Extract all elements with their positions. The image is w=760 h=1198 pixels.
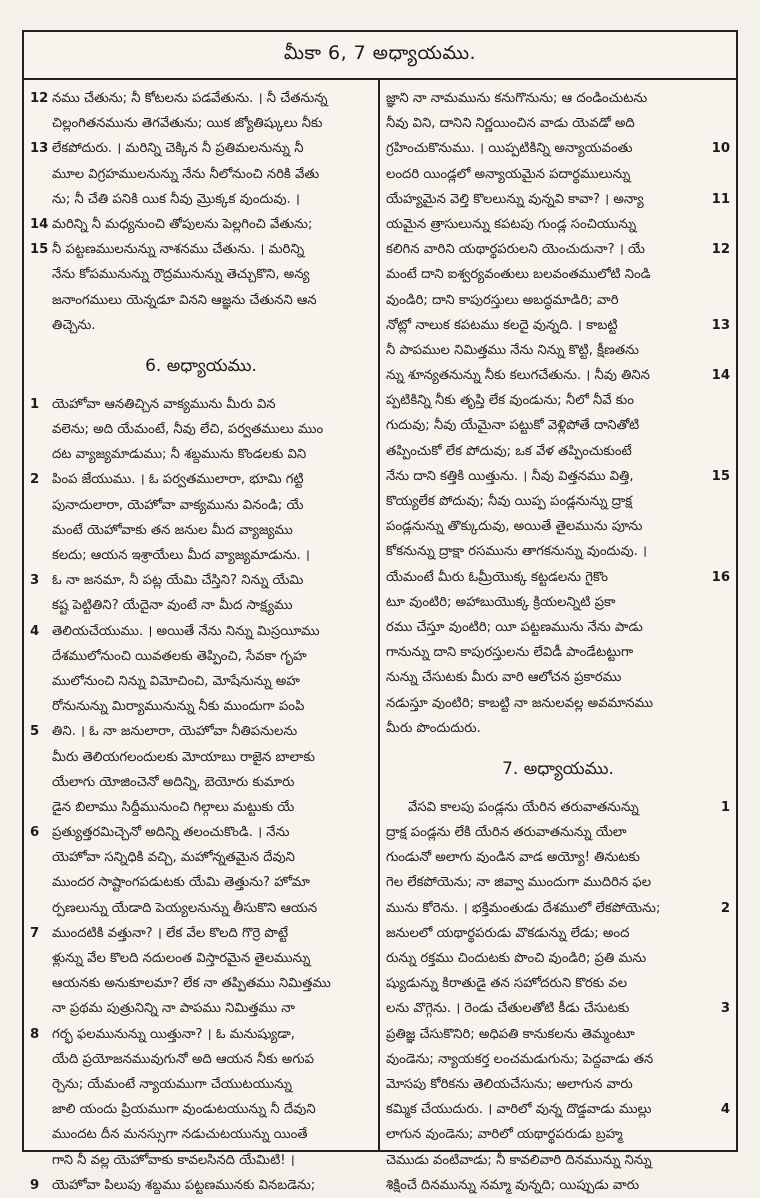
line-text: కోకనున్ను ద్రాక్షా రసమును తాగకనున్ను వుందువు. । — [386, 544, 647, 560]
line-text: వుండెను; న్యాయకర్త లంచమడుగును; పెద్దవాడు తన — [386, 1051, 654, 1067]
verse-number: 15 — [711, 468, 730, 484]
text-line — [386, 363, 730, 388]
line-text: పింప జేయుము. । ఓ పర్వతములారా, భూమి గట్టి — [52, 472, 304, 488]
text-line — [386, 288, 730, 313]
text-line — [386, 136, 730, 161]
line-text: మోసపు కోరికను తెలియచేసును; అలాగున వారు — [386, 1076, 633, 1092]
line-text: న్ను శూన్యతనున్ను నీకు కలుగచేతును. । నీవు తినిన — [386, 368, 650, 384]
text-line — [30, 212, 372, 237]
line-text: కష్ట పెట్టితిని? యేదైనా వుంటే నా మీద సాక్ష్యము — [52, 598, 293, 614]
line-text: ప్రతిజ్ఞ చేసుకొనిరి; అధిపతి కానుకలను తెమ్మంటూ — [386, 1026, 635, 1042]
line-text: యెహోవా పిలుపు శబ్దము పట్టణమునకు వినబడెను; — [52, 1177, 316, 1193]
text-line — [386, 539, 730, 564]
text-line — [386, 111, 730, 136]
text-line — [30, 1097, 372, 1122]
line-text: లేకపోదురు. । మరిన్ని చెక్కిన నీ ప్రతిమలనున్ను నీ — [52, 141, 304, 157]
text-line — [386, 946, 730, 971]
line-text: మీరు పొందుదురు. — [386, 720, 481, 736]
verse-number: 15 — [30, 242, 49, 258]
verse-number: 12 — [711, 242, 730, 258]
line-text: యెహోవా సన్నిధికి వచ్చి, మహోన్నతమైన దేవుని — [52, 850, 295, 866]
line-text: పండ్లనున్ను తొక్కుదువు, అయితే తైలమును పూను — [386, 519, 643, 535]
line-text: యమైన త్రాసులున్ను కపటపు గుండ్ల సంచియున్ను — [386, 216, 637, 232]
line-text: యెహోవా ఆనతిచ్చిన వాక్యమును మీరు విన — [52, 396, 276, 412]
text-line — [386, 489, 730, 514]
text-line — [30, 1022, 372, 1047]
verse-number: 3 — [30, 573, 40, 589]
line-text: చిల్లంగితనమును తెగవేతును; యిక జ్యోతిష్కులు నీకు — [52, 116, 323, 132]
text-line — [30, 187, 372, 212]
text-line — [30, 568, 372, 593]
line-text: నీవు విని, దానిని నిర్ణయించిన వాడు యెవడో అది — [386, 116, 635, 132]
line-text: నేను కోపమునున్ను రౌద్రమునున్ను తెచ్చుకొని, అన్య — [52, 267, 310, 283]
line-text: కొయ్యలేక పోదువు; నీవు యిప్ప పండ్లనున్ను ద్రాక్ష — [386, 494, 633, 509]
line-text: నడుస్తూ వుంటిరి; కాబట్టి నా జనులవల్ల అవమానము — [386, 695, 654, 711]
verse-number: 13 — [711, 317, 730, 333]
line-text: వుండిరి; దాని కాపురస్తులు అబద్ధమాడిరి; వారి — [386, 292, 619, 308]
line-text: రున్ను రక్తము చిందుటకు పొంచి వుండిరి; ప్రతి మను — [386, 951, 647, 966]
text-line — [30, 313, 372, 338]
text-line — [386, 640, 730, 665]
right-column — [380, 80, 736, 1193]
text-line — [30, 86, 372, 111]
line-text: మును కోరెను. । భక్తిమంతుడు దేశములో లేకపోయెను; — [386, 900, 661, 916]
text-line — [30, 1072, 372, 1097]
text-line — [30, 392, 372, 417]
line-text: ర్పణలున్ను యేడాది పెయ్యలనున్ను తీసుకొని ఆయన — [52, 900, 318, 916]
line-text: మంటే యెహోవాకు తన జనుల మీద వ్యాజ్యము — [52, 522, 293, 538]
text-line — [30, 1122, 372, 1147]
text-line — [30, 870, 372, 895]
text-line — [386, 162, 730, 187]
text-line — [30, 593, 372, 618]
line-text: ప్పటికిన్ని నీకు తృప్తి లేక వుండును; నీలో నీవే కుం — [386, 393, 634, 409]
text-line — [30, 288, 372, 313]
line-text: ర్చెను; యేమంటే న్యాయముగా చేయుటయున్ను — [52, 1076, 292, 1092]
page-header — [24, 32, 736, 80]
line-text: ళ్లున్ను వేల కొలది నదులంత విస్తారమైన తైలమున్ను — [52, 951, 311, 966]
verse-number: 4 — [720, 1102, 730, 1118]
text-line — [386, 413, 730, 438]
text-line — [30, 417, 372, 442]
verse-number: 14 — [30, 216, 49, 232]
verse-number: 3 — [720, 1001, 730, 1017]
text-line — [386, 439, 730, 464]
verse-number: 1 — [30, 396, 40, 412]
line-text: జాలి యందు ప్రియముగా వుండుటయున్ను నీ దేవుని — [52, 1102, 316, 1118]
line-text: ఓ నా జనమా, నీ పట్ల యేమి చేస్తిని? నిన్ను యేమి — [52, 573, 304, 589]
text-line — [386, 921, 730, 946]
text-line — [386, 691, 730, 716]
line-text: ఆయనకు అనుకూలమా? లేక నా తప్పితము నిమిత్తము — [52, 976, 331, 992]
text-line — [386, 665, 730, 690]
text-line — [386, 820, 730, 845]
text-line — [30, 896, 372, 921]
line-text: రోనునున్ను మిర్యామునున్ను నీకు ముందుగా పంపి — [52, 699, 305, 715]
line-text: డైన బిలాము సిద్దీమునుంచి గిల్గాలు మట్టుకు యే — [52, 799, 295, 815]
text-line — [30, 694, 372, 719]
line-text: చెముడు వంటివాడు; నీ కావలివారి దినమున్ను నిన్ను — [386, 1152, 652, 1168]
line-text: లాగున వుండెను; వారిలో యథార్థపరుడు బ్రహ్మ — [386, 1127, 623, 1143]
text-line — [386, 313, 730, 338]
line-text: మూల విగ్రహములనున్ను నేను నీలోనుంచి నరికి వేతు — [52, 166, 320, 182]
line-text: నీ పట్టణములనున్ను నాశనము చేతును. । మరిన్ని — [52, 242, 305, 258]
text-line — [30, 1148, 372, 1173]
chapter-6-heading: 6. అధ్యాయము. — [145, 355, 257, 376]
text-line — [30, 845, 372, 870]
text-line — [30, 770, 372, 795]
text-line — [30, 237, 372, 262]
text-line — [30, 162, 372, 187]
line-text: మరిన్ని నీ మధ్యనుంచి తోపులను పెల్లగించి వేతును; — [52, 216, 313, 232]
text-columns — [24, 80, 736, 1193]
text-line — [30, 442, 372, 467]
text-line — [386, 1097, 730, 1122]
chapter-7-heading: 7. అధ్యాయము. — [502, 758, 614, 779]
line-text: మంటే దాని ఐశ్వర్యవంతులు బలవంతములోటి నిండి — [386, 267, 651, 283]
text-line — [386, 1047, 730, 1072]
text-line — [30, 1173, 372, 1198]
text-line — [30, 719, 372, 744]
text-line — [386, 86, 730, 111]
line-text: మీరు తెలియగలందులకు మోయాబు రాజైన బాలాకు — [52, 749, 315, 765]
verse-number: 13 — [30, 141, 49, 157]
verse-number: 11 — [711, 191, 730, 207]
line-text: గానున్ను దాని కాపురస్తులను లేవిడీ పాండేటట్టుగా — [386, 645, 634, 661]
text-line — [386, 212, 730, 237]
text-line — [30, 996, 372, 1021]
line-text: ష్యుడున్ను కిరాతుడై తన సహోదరుని కొరకు వల — [386, 976, 628, 992]
page-title: మీకా 6, 7 అధ్యాయము. — [283, 41, 477, 64]
line-text: కమ్మిక చేయుదురు. । వారిలో వున్న దొడ్డవాడు ముల్లు — [386, 1102, 652, 1118]
text-line — [30, 493, 372, 518]
text-line — [386, 237, 730, 262]
text-line — [386, 615, 730, 640]
text-line — [386, 1072, 730, 1097]
verse-number: 8 — [30, 1026, 40, 1042]
verse-number: 5 — [30, 724, 40, 740]
line-text: గర్భ ఫలమునున్ను యిత్తునా? । ఓ మనుష్యుడా, — [52, 1026, 295, 1042]
line-text: జనాంగములు యెన్నడూ వినని ఆజ్ఞను చేతునని ఆన — [52, 292, 317, 308]
left-column — [24, 80, 380, 1193]
line-text: గాని నీ వల్ల యెహోవాకు కావలసినది యేమిటి! । — [52, 1152, 295, 1168]
text-line — [386, 795, 730, 820]
text-line — [386, 388, 730, 413]
text-line — [30, 619, 372, 644]
line-text: ముందటికి వత్తునా? । లేక వేల కొలది గొర్రె పొట్టే — [52, 925, 289, 941]
line-text: గుదువు; నీవు యేమైనా పట్టుకో వెళ్లిపోతే దానితోటి — [386, 418, 640, 434]
book-page — [22, 30, 738, 1193]
line-text: తెలియచేయుము. । అయితే నేను నిన్ను మిస్రయీము — [52, 623, 320, 639]
text-line — [30, 111, 372, 136]
text-line — [30, 820, 372, 845]
line-text: వేసవి కాలపు పండ్లను యేరిన తరువాతనున్ను — [408, 799, 639, 815]
text-line — [30, 1047, 372, 1072]
line-text: జనులలో యథార్థపరుడు వొకడున్ను లేడు; అంద — [386, 925, 630, 941]
line-text: పునాదులారా, యెహోవా వాక్యమును వినండి; యే — [52, 497, 304, 513]
text-line — [30, 946, 372, 971]
text-line — [386, 971, 730, 996]
verse-number: 14 — [711, 368, 730, 384]
text-line — [30, 136, 372, 161]
line-text: కలిగిన వారిని యథార్థపరులని యెంచుదునా? । యే — [386, 242, 645, 258]
line-text: తిచ్చెను. — [52, 317, 96, 333]
line-text: తప్పించుకో లేక పోదువు; ఒక వేళ తప్పించుకుంటే — [386, 443, 632, 459]
verse-number: 4 — [30, 623, 40, 639]
verse-number: 2 — [30, 472, 40, 488]
text-line — [386, 565, 730, 590]
text-line — [386, 996, 730, 1021]
text-line — [386, 1173, 730, 1198]
line-text: నోట్లో నాలుక కపటము కలదై వున్నది. । కాబట్టి — [386, 317, 618, 333]
text-line — [386, 716, 730, 741]
verse-number: 16 — [711, 569, 730, 585]
verse-number: 10 — [711, 141, 730, 157]
line-text: యేహ్యమైన వెల్తి కొలలున్ను వున్నవి కావా? । అన్యా — [386, 191, 644, 207]
line-text: ను; నీ చేతి పనికి యిక నీవు మ్రొక్కక వుందువు. । — [52, 191, 300, 207]
line-text: గెల లేకపోయెను; నా జివ్వా ముందుగా ముదిరిన ఫల — [386, 875, 652, 891]
line-text: నున్ను చేసుటకు మీరు వారి ఆలోచన ప్రకారము — [386, 670, 622, 686]
text-line — [386, 262, 730, 287]
text-line — [30, 518, 372, 543]
line-text: దేశములోనుంచి యివతలకు తెప్పించి, సేవకా గృహ — [52, 648, 307, 664]
text-line — [386, 845, 730, 870]
line-text: నా ప్రథమ పుత్రునిన్ని నా పాపము నిమిత్తము నా — [52, 1001, 295, 1017]
line-text: ప్రత్యుత్తరమిచ్చెనో అదిన్ని తలంచుకొండి. । నేను — [52, 825, 290, 841]
text-line — [30, 971, 372, 996]
verse-number: 7 — [30, 925, 40, 941]
line-text: జ్ఞాని నా నామమును కనుగొనును; ఆ దండించుటను — [386, 91, 648, 106]
line-text: దట వ్యాజ్యమాడుము; నీ శబ్దమును కొండలకు విని — [52, 447, 307, 463]
text-line — [386, 464, 730, 489]
line-text: రము చేస్తూ వుంటిరి; యీ పట్టణమును నేను పాడు — [386, 619, 643, 635]
line-text: టూ వుంటిరి; అహాబుయొక్క క్రియలన్నిటి ప్రకా — [386, 594, 616, 610]
verse-number: 6 — [30, 825, 40, 841]
text-line — [386, 338, 730, 363]
line-text: యేది ప్రయోజనమువుగునో అది ఆయన నీకు అగుప — [52, 1051, 314, 1067]
line-text: గుండునో అలాగు వుండిన వాడ అయ్యో! తినుటకు — [386, 850, 640, 866]
text-line — [30, 543, 372, 568]
text-line — [386, 896, 730, 921]
line-text: ద్రాక్ష పండ్లను లేకి యేరిన తరువాతనున్ను యేలా — [386, 825, 627, 841]
line-text: ములోనుంచి నిన్ను విమోచించి, మోషేనున్ను అహ — [52, 673, 300, 689]
verse-number: 2 — [720, 900, 730, 916]
line-text: ముందట దీన మనస్సుగా నడుచుటయున్ను యింతే — [52, 1127, 308, 1143]
line-text: యేలాగు యోజించెనో అదిన్ని, బెయోరు కుమారు — [52, 774, 295, 790]
text-line — [30, 669, 372, 694]
text-line — [386, 1122, 730, 1147]
text-line — [386, 187, 730, 212]
line-text: తిని. । ఓ నా జనులారా, యెహోవా నీతిపనులను — [52, 724, 298, 740]
line-text: వలెను; అది యేమంటే, నీవు లేచి, పర్వతములు ముం — [52, 422, 324, 438]
verse-number: 1 — [720, 799, 730, 815]
text-line — [30, 795, 372, 820]
line-text: నము చేతును; నీ కోటలను పడవేతును. । నీ చేతనున్న — [52, 91, 328, 106]
text-line — [30, 467, 372, 492]
line-text: గ్రహించుకొనుము. । యిప్పటికిన్ని అన్యాయవంతు — [386, 141, 633, 157]
text-line — [386, 870, 730, 895]
line-text: నీ పాపముల నిమిత్తము నేను నిన్ను కొట్టి, క్షీణతను — [386, 342, 639, 358]
line-text: శిక్షించే దినమున్ను నమ్మా వున్నది; యిప్పుడు వారు — [386, 1177, 640, 1193]
line-text: యేమంటే మీరు ఓమ్రీయొక్క కట్టడలను గైకొం — [386, 569, 608, 585]
text-line — [386, 590, 730, 615]
verse-number: 9 — [30, 1177, 40, 1193]
text-line — [386, 1022, 730, 1047]
line-text: కలదు; ఆయన ఇశ్రాయేలు మీద వ్యాజ్యమాడును. । — [52, 548, 310, 563]
line-text: లందరి యిండ్లలో అన్యాయమైన పదార్థములున్ను — [386, 166, 631, 182]
line-text: నేను దాని కత్తికి యిత్తును. । నీవు విత్తనము విత్తి, — [386, 468, 634, 484]
line-text: ముందర సాష్టాంగపడుటకు యేమి తెత్తును? హోమా — [52, 875, 310, 891]
text-line — [30, 644, 372, 669]
verse-number: 12 — [30, 91, 49, 106]
text-line — [386, 514, 730, 539]
text-line — [30, 745, 372, 770]
line-text: లను వొగ్గెను. । రెండు చేతులతోటి కీడు చేసుటకు — [386, 1001, 630, 1017]
text-line — [386, 1148, 730, 1173]
text-line — [30, 262, 372, 287]
text-line — [30, 921, 372, 946]
